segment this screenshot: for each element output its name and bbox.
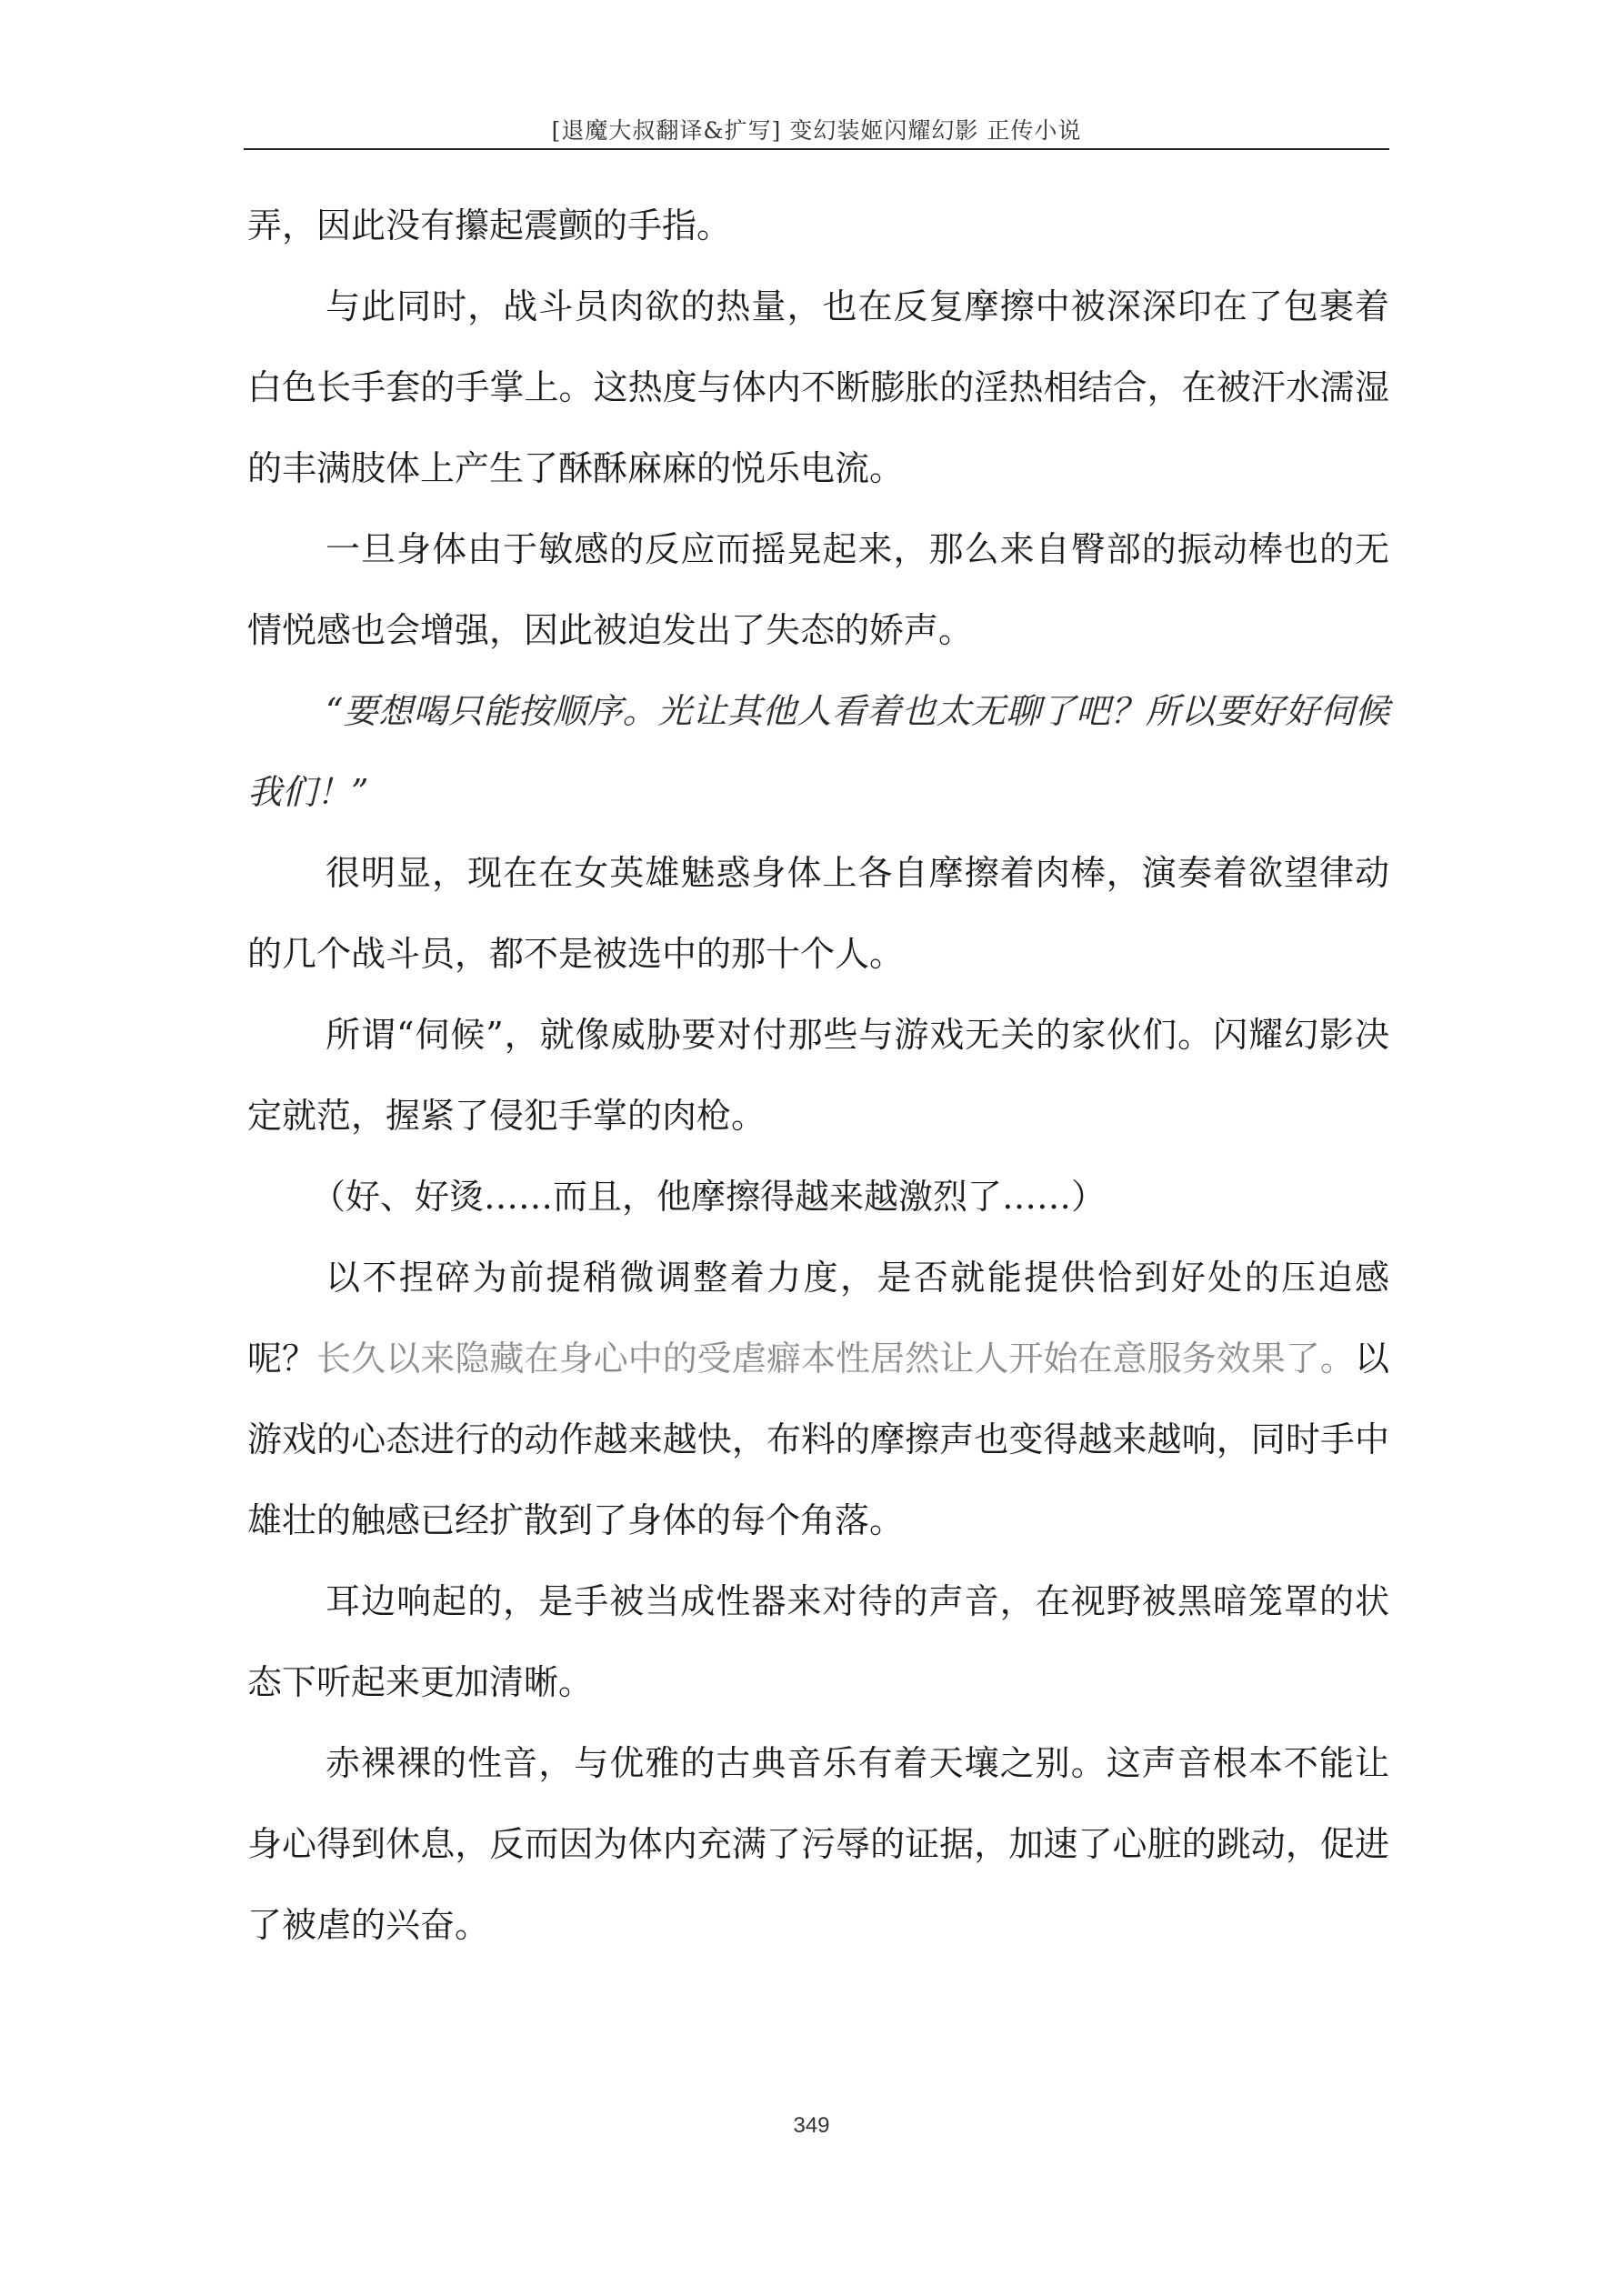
paragraph: 耳边响起的，是手被当成性器来对待的声音，在视野被黑暗笼罩的状态下听起来更加清晰。: [247, 1581, 1389, 1702]
paragraph-mixed: [247, 1238, 1389, 1561]
grey-text-segment: 长久以来隐藏在身心中的受虐癖本性居然让人开始在意服务效果了。: [316, 1338, 1355, 1379]
header-divider: [244, 148, 1389, 150]
paragraph-continuation: 弄，因此没有攥起震颤的手指。: [247, 206, 732, 246]
dialogue-paragraph: “要想喝只能按顺序。光让其他人看着也太无聊了吧？所以要好好伺候我们！”: [247, 691, 1389, 812]
paragraph: 与此同时，战斗员肉欲的热量，也在反复摩擦中被深深印在了包裹着白色长手套的手掌上。这热度与体内不断膨胀的淫热相结合，在被汗水濡湿的丰满肢体上产生了酥酥麻麻的悦乐电流。: [247, 286, 1389, 488]
paragraph: 一旦身体由于敏感的反应而摇晃起来，那么来自臀部的振动棒也的无情悦感也会增强，因此被迫发出了失态的娇声。: [247, 529, 1389, 650]
paragraph: 赤裸裸的性音，与优雅的古典音乐有着天壤之别。这声音根本不能让身心得到休息，反而因为体内充满了污辱的证据，加速了心脏的跳动，促进了被虐的兴奋。: [247, 1743, 1389, 1945]
running-header: [退魔大叔翻译&扩写] 变幻装姬闪耀幻影 正传小说: [551, 117, 1082, 144]
paragraph-segment: 以不捏碎为前提稍微调整着力度，是否就能提供恰到好处的压迫感呢？: [247, 1258, 1389, 1379]
inner-thought-paragraph: （好、好烫……而且，他摩擦得越来越激烈了……）: [311, 1177, 1107, 1217]
paragraph: 所谓“伺候”，就像威胁要对付那些与游戏无关的家伙们。闪耀幻影决定就范，握紧了侵犯手掌的肉枪。: [247, 1015, 1389, 1136]
paragraph-segment: 以游戏的心态进行的动作越来越快，布料的摩擦声也变得越来越响，同时手中雄壮的触感已经扩散到了身体的每个角落。: [247, 1338, 1389, 1540]
paragraph: 很明显，现在在女英雄魅惑身体上各自摩擦着肉棒，演奏着欲望律动的几个战斗员，都不是被选中的那十个人。: [247, 853, 1389, 974]
page-number: 349: [793, 2113, 830, 2138]
page-body: [247, 185, 1389, 1966]
